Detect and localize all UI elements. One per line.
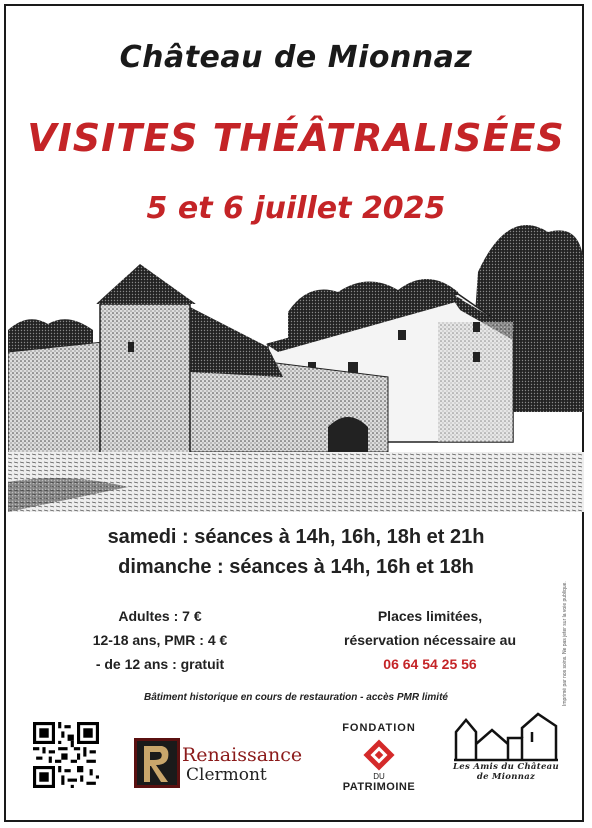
amis-label-line-1: Les Amis du Château [453, 762, 559, 772]
patrimoine-label: PATRIMOINE [342, 781, 416, 793]
amis-chateau-logo [448, 708, 564, 796]
qr-code-icon[interactable] [33, 722, 99, 788]
sunday-schedule: dimanche : séances à 14h, 16h et 18h [118, 556, 474, 578]
fondation-du-label: DU [373, 772, 385, 781]
event-dates: 5 et 6 juillet 2025 [146, 191, 446, 226]
renaissance-label: Renaissance [182, 744, 303, 766]
illuminated-letter-icon [134, 738, 180, 788]
venue-title: Château de Mionnaz [119, 40, 473, 75]
booking-phone[interactable]: 06 64 54 25 56 [383, 656, 477, 672]
booking-line-1: Places limitées, [377, 608, 483, 624]
booking-line-2: réservation nécessaire au [344, 632, 516, 648]
clermont-label: Clermont [186, 765, 267, 785]
price-children: - de 12 ans : gratuit [95, 656, 225, 672]
saturday-schedule: samedi : séances à 14h, 16h, 18h et 21h [107, 526, 485, 548]
event-title: VISITES THÉÂTRALISÉES [27, 116, 565, 160]
renaissance-clermont-logo [134, 738, 314, 790]
fondation-label: FONDATION [342, 722, 416, 734]
price-reduced: 12-18 ans, PMR : 4 € [92, 632, 228, 648]
accessibility-note: Bâtiment historique en cours de restauration - accès PMR limité [144, 692, 448, 703]
price-adults: Adultes : 7 € [118, 608, 202, 624]
print-notice: Imprimé par nos soins. Ne pas jeter sur la voie publique. [562, 581, 568, 706]
booking-info [320, 604, 540, 676]
castle-outline-icon [452, 708, 560, 762]
price-list [60, 604, 260, 676]
fondation-patrimoine-logo [334, 720, 424, 794]
diamond-logo-icon [362, 738, 396, 772]
amis-label-line-2: de Mionnaz [476, 772, 536, 782]
chateau-photo [8, 212, 584, 512]
